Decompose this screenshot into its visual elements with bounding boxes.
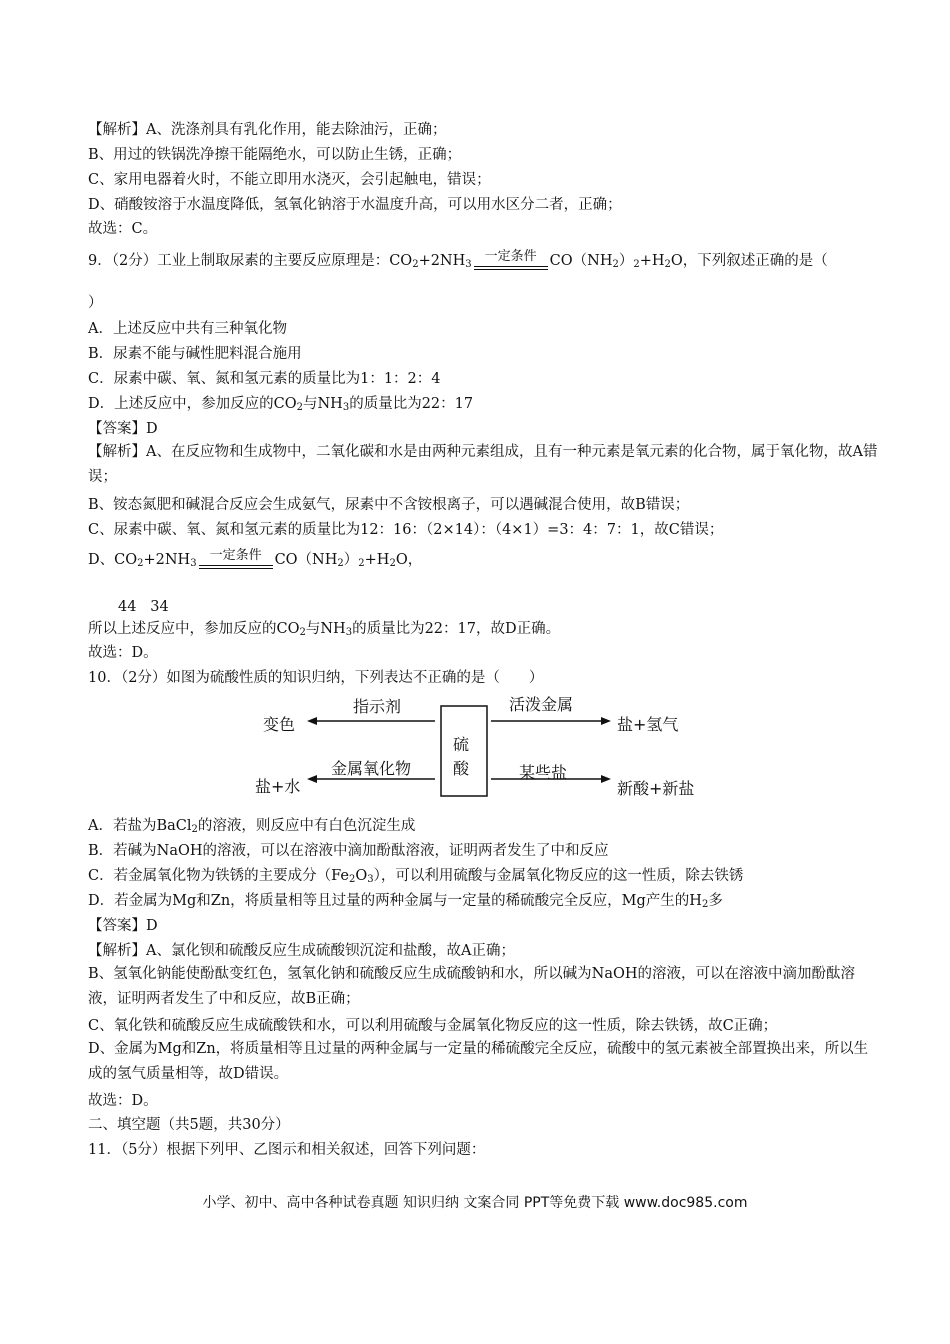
question-10: 10．（2分）如图为硫酸性质的知识归纳，下列表达不正确的是（ ） — [88, 670, 544, 686]
option-c: C．尿素中碳、氧、氮和氢元素的质量比为1：1：2：4 — [88, 371, 441, 387]
label-center-bottom: 酸 — [453, 759, 470, 778]
text-line: 【解析】A、洗涤剂具有乳化作用，能去除油污，正确； — [88, 122, 447, 138]
answer: 【答案】D — [88, 421, 158, 437]
option-d: D．上述反应中，参加反应的$CO_2$与$NH_3$的质量比为22：17 — [88, 396, 474, 413]
text-line: 所以上述反应中，参加反应的$CO_2$与$NH_3$的质量比为22：17，故D正确。 — [88, 621, 561, 638]
text-line: 故选：D。 — [88, 1093, 158, 1109]
label-active-metal: 活泼金属 — [509, 695, 574, 714]
text-line: ） — [88, 295, 103, 311]
equation-line: D、$CO_2+2NH_3$ 一定条件 $CO(NH_2)_2+H_2O$， — [88, 550, 878, 574]
label-some-salt: 某些盐 — [519, 763, 568, 782]
option-a: A．上述反应中共有三种氧化物 — [88, 321, 287, 337]
label-metal-oxide: 金属氧化物 — [331, 759, 412, 778]
question-11: 11．（5分）根据下列甲、乙图示和相关叙述，回答下列问题： — [88, 1142, 486, 1158]
text-line: C、家用电器着火时，不能立即用水浇灭，会引起触电，错误； — [88, 172, 491, 188]
reaction-condition: 一定条件 — [197, 554, 275, 574]
label-new-acid-salt: 新酸+新盐 — [617, 779, 695, 798]
label-center-top: 硫 — [453, 735, 470, 754]
sulfuric-acid-diagram — [255, 690, 715, 800]
mass-values: 44 34 — [118, 599, 169, 615]
text-line: C、氧化铁和硫酸反应生成硫酸铁和水，可以利用硫酸与金属氧化物反应的这一性质，除去铁锈，故C正确； — [88, 1018, 778, 1034]
label-indicator: 指示剂 — [353, 697, 402, 716]
option-b: B．尿素不能与碱性肥料混合施用 — [88, 346, 302, 362]
answer: 【答案】D — [88, 918, 158, 934]
text-line: D、硝酸铵溶于水温度降低，氢氧化钠溶于水温度升高，可以用水区分二者，正确； — [88, 197, 622, 213]
option-c: C．若金属氧化物为铁锈的主要成分$(Fe_2O_3)$，可以利用硫酸与金属氧化物反应的这一性质，除去铁锈 — [88, 868, 744, 885]
question-9: 9．（2分）工业上制取尿素的主要反应原理是：$CO_2+2NH_3$ 一定条件 $CO(NH_2)_2+H_2O$，下列叙述正确的是（ — [88, 251, 878, 275]
text-line: C、尿素中碳、氧、氮和氢元素的质量比为12：16：（2×14）：（4×1）=3：4：7：1，故C错误； — [88, 522, 724, 538]
label-salt-water: 盐+水 — [255, 777, 301, 796]
text-line: B、用过的铁锅洗净擦干能隔绝水，可以防止生锈，正确； — [88, 147, 462, 163]
text-line: 故选：D。 — [88, 645, 158, 661]
label-salt-hydrogen: 盐+氢气 — [617, 715, 679, 734]
text-line: B、铵态氮肥和碱混合反应会生成氨气，尿素中不含铵根离子，可以遇碱混合使用，故B错误； — [88, 497, 690, 513]
reaction-condition: 一定条件 — [472, 255, 550, 275]
option-d: D．若金属为Mg和Zn，将质量相等且过量的两种金属与一定量的稀硫酸完全反应，Mg产生的$H_2$多 — [88, 893, 723, 910]
text-line: B、氢氧化钠能使酚酞变红色，氢氧化钠和硫酸反应生成硫酸钠和水，所以碱为NaOH的溶液，可以在溶液中滴加酚酞溶液，证明两者发生了中和反应，故B正确； — [88, 966, 856, 1007]
explanation: 【解析】A、氯化钡和硫酸反应生成硫酸钡沉淀和盐酸，故A正确； — [88, 943, 515, 959]
page-footer: 小学、初中、高中各种试卷真题 知识归纳 文案合同 PPT等免费下载 www.doc985.com — [202, 1195, 748, 1211]
text-line: 故选：C。 — [88, 221, 158, 237]
text-line: D、金属为Mg和Zn，将质量相等且过量的两种金属与一定量的稀硫酸完全反应，硫酸中的氢元素被全部置换出来，所以生成的氢气质量相等，故D错误。 — [88, 1041, 869, 1082]
explanation: 【解析】A、在反应物和生成物中，二氧化碳和水是由两种元素组成，且有一种元素是氧元素的化合物，属于氧化物，故A错误； — [88, 444, 878, 485]
label-color-change: 变色 — [263, 715, 296, 734]
section-heading: 二、填空题（共5题，共30分） — [88, 1117, 290, 1133]
option-b: B．若碱为NaOH的溶液，可以在溶液中滴加酚酞溶液，证明两者发生了中和反应 — [88, 843, 609, 859]
option-a: A．若盐为BaCl$_2$的溶液，则反应中有白色沉淀生成 — [88, 818, 416, 835]
